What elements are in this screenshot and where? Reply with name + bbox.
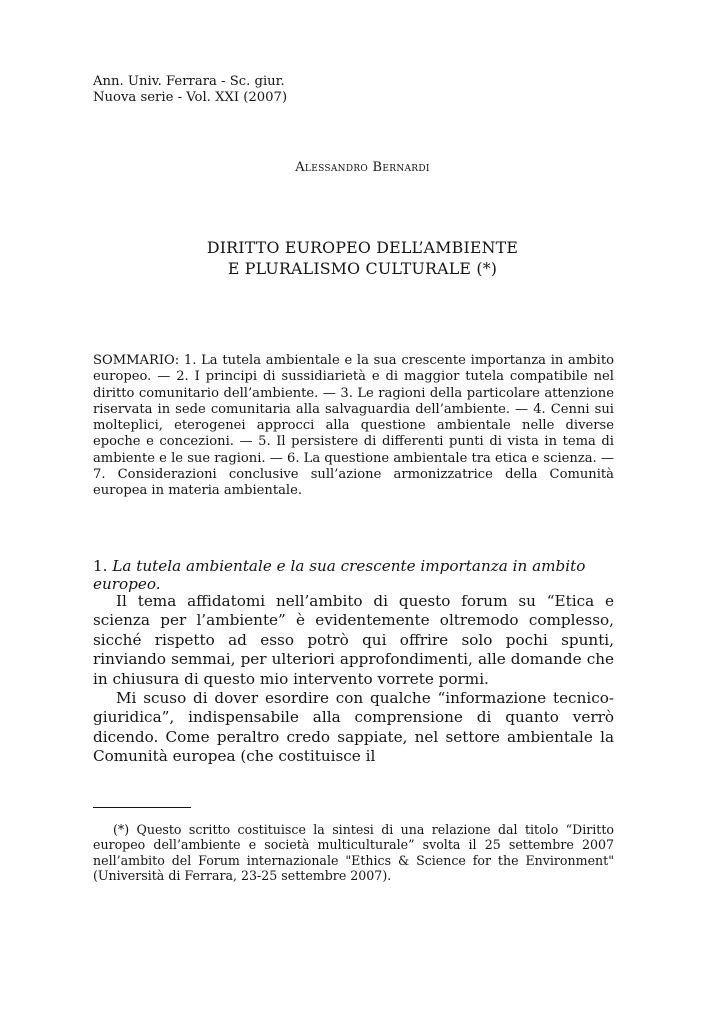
summary-label: SOMMARIO:: [93, 353, 180, 368]
title-line-1: DIRITTO EUROPEO DELL’AMBIENTE: [206, 238, 519, 257]
footnote: [93, 822, 614, 884]
journal-line-2: Nuova serie - Vol. XXI (2007): [93, 90, 288, 105]
footnote-text: Questo scritto costituisce la sintesi di una relazione dal titolo “Diritto europeo dell’ambiente e società multiculturale” svolta il 25 settembre 2007 nell’ambito del Forum internazionale "Ethics & Science for the Environment" (Università di Ferrara, 23-25 settembre 2007).: [93, 822, 614, 884]
journal-line-1: Ann. Univ. Ferrara - Sc. giur.: [93, 74, 285, 89]
summary-text: 1. La tutela ambientale e la sua crescente importanza in ambito europeo. — 2. I principi di sussidiarietà e di maggior tutela compatibile nel diritto comunitario dell’ambiente. — 3. Le ragioni della particolare attenzione riservata in sede comunitaria alla salvaguardia dell’ambiente. — 4. Cenni sui molteplici, eterogenei approcci alla questione ambientale nelle diverse epoche e concezioni. — 5. Il persistere di differenti punti di vista in tema di ambiente e le sue ragioni. — 6. La questione ambientale tra etica e scienza. — 7. Considerazioni conclusive sull’azione armonizzatrice della Comunità europea in materia ambientale.: [93, 353, 614, 499]
section-number: 1.: [93, 557, 108, 575]
footnote-marker: (*): [113, 822, 130, 837]
journal-header: [93, 74, 287, 106]
footnote-divider: [93, 807, 191, 808]
paragraph: Il tema affidatomi nell’ambito di questo forum su “Etica e scienza per l’ambiente” è evidentemente oltremodo complesso, sicché rispetto ad esso potrò qui offrire solo pochi spunti, rinviando semmai, per ulteriori approfondimenti, alle domande che in chiusura di questo mio intervento vorrete pormi.: [93, 592, 614, 688]
paper-title: [0, 237, 725, 279]
body-text: [93, 592, 614, 767]
summary: [93, 353, 614, 500]
paragraph: Mi scuso di dover esordire con qualche “informazione tecnico-giuridica”, indispensabile alla comprensione di quanto verrò dicendo. Come peraltro credo sappiate, nel settore ambientale la Comunità europea (che costituisce il: [93, 689, 614, 766]
author-name: Alessandro Bernardi: [295, 160, 430, 175]
title-line-2: E PLURALISMO CULTURALE (*): [227, 259, 498, 278]
section-heading: [93, 557, 614, 593]
section-title: La tutela ambientale e la sua crescente importanza in ambito europeo.: [93, 557, 586, 593]
